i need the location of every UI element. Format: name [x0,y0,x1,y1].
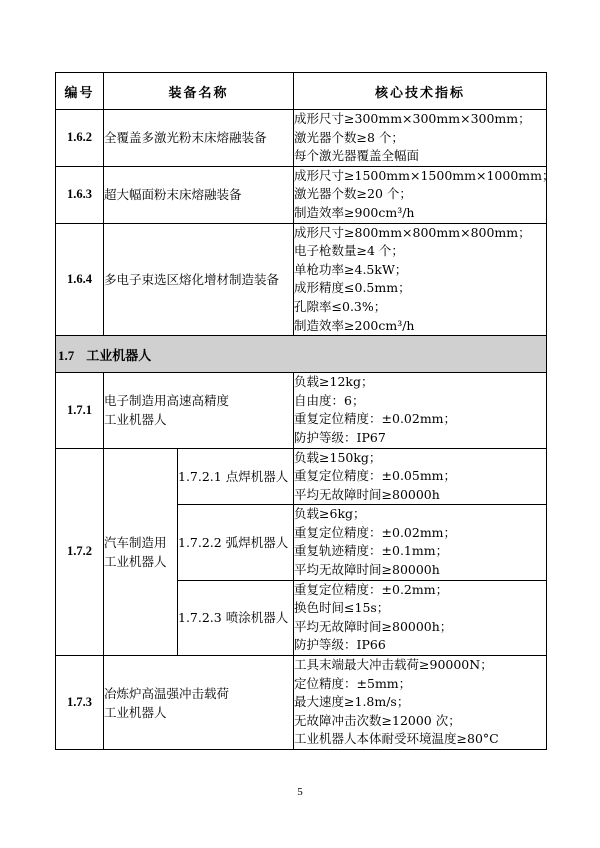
spec-line: 负载≥6kg； [294,506,366,522]
row-number: 1.7.3 [56,656,104,750]
header-equipment-name: 装备名称 [104,73,294,110]
spec-list [294,373,547,448]
spec-line: 负载≥150kg； [294,449,382,465]
section-number: 1.7 [58,347,75,363]
section-heading [56,336,547,373]
table-header-row [56,73,547,110]
table-row [56,223,547,336]
spec-line: 定位精度：±5mm； [294,675,412,691]
spec-list [294,505,547,580]
spec-line: 工业机器人本体耐受环境温度≥80°C [294,731,499,747]
equipment-spec-table [55,72,555,750]
spec-line: 平均无故障时间≥80000h； [294,618,453,634]
sub-equipment-name: 1.7.2.1 点焊机器人 [178,448,294,505]
equipment-name [104,373,294,448]
section-row [56,336,547,373]
equipment-name-line: 工业机器人 [104,704,167,720]
row-number: 1.7.1 [56,373,104,448]
spec-line: 防护等级：IP66 [294,637,386,653]
equipment-name-line: 冶炼炉高温强冲击载荷 [104,685,230,701]
equipment-name-line: 工业机器人 [104,412,167,428]
spec-line: 制造效率≥900cm³/h [294,204,415,220]
spec-line: 成形精度≤0.5mm； [294,280,411,296]
spec-line: 孔隙率≤0.3%； [294,298,387,314]
spec-line: 自由度：6； [294,392,365,408]
row-number: 1.6.3 [56,166,104,223]
table-row [56,110,547,167]
spec-line: 成形尺寸≥800mm×800mm×800mm； [294,224,531,240]
spec-line: 制造效率≥200cm³/h [294,317,415,333]
spec-line: 平均无故障时间≥80000h [294,562,440,578]
header-core-specs: 核心技术指标 [294,73,547,110]
equipment-name [104,656,294,750]
spec-line: 重复定位精度：±0.05mm； [294,468,457,484]
spec-line: 换色时间≤15s； [294,600,390,616]
equipment-name: 全覆盖多激光粉末床熔融装备 [104,110,294,167]
row-number: 1.6.2 [56,110,104,167]
spec-line: 重复轨迹精度：±0.1mm； [294,543,449,559]
spec-list [294,656,547,750]
spec-line: 重复定位精度：±0.2mm； [294,581,449,597]
equipment-name [104,448,178,656]
table-row [56,448,547,505]
spec-list [294,223,547,336]
spec-line: 重复定位精度：±0.02mm； [294,411,457,427]
spec-line: 防护等级：IP67 [294,429,386,445]
spec-line: 成形尺寸≥300mm×300mm×300mm； [294,111,531,126]
spec-line: 电子枪数量≥4 个； [294,243,404,259]
spec-line: 激光器个数≥20 个； [294,186,412,202]
spec-list [294,580,547,655]
row-number: 1.6.4 [56,223,104,336]
spec-line: 成形尺寸≥1500mm×1500mm×1000mm； [294,167,555,183]
table-row [56,373,547,448]
row-number: 1.7.2 [56,448,104,656]
spec-line: 平均无故障时间≥80000h [294,486,440,502]
equipment-name-line: 工业机器人 [104,553,167,569]
header-number: 编号 [56,73,104,110]
section-title: 工业机器人 [86,348,152,364]
spec-line: 激光器个数≥8 个； [294,129,404,145]
spec-line: 单枪功率≥4.5kW； [294,261,408,277]
spec-line: 工具末端最大冲击载荷≥90000N； [294,657,493,673]
equipment-name-line: 电子制造用高速高精度 [104,393,230,409]
spec-line: 重复定位精度：±0.02mm； [294,524,457,540]
page-number: 5 [297,786,303,798]
equipment-name: 多电子束选区熔化增材制造装备 [104,223,294,336]
equipment-name-line: 汽车制造用 [104,534,167,550]
spec-line: 最大速度≥1.8m/s； [294,694,410,710]
spec-list [294,166,555,223]
table-row [56,656,547,750]
spec-list [294,110,547,167]
equipment-name: 超大幅面粉末床熔融装备 [104,166,294,223]
spec-line: 无故障冲击次数≥12000 次； [294,712,461,728]
spec-line: 每个激光器覆盖全幅面 [294,148,420,164]
sub-equipment-name: 1.7.2.2 弧焊机器人 [178,505,294,580]
sub-equipment-name: 1.7.2.3 喷涂机器人 [178,580,294,655]
spec-line: 负载≥12kg； [294,374,374,390]
table-row [56,166,547,223]
spec-list [294,448,547,505]
